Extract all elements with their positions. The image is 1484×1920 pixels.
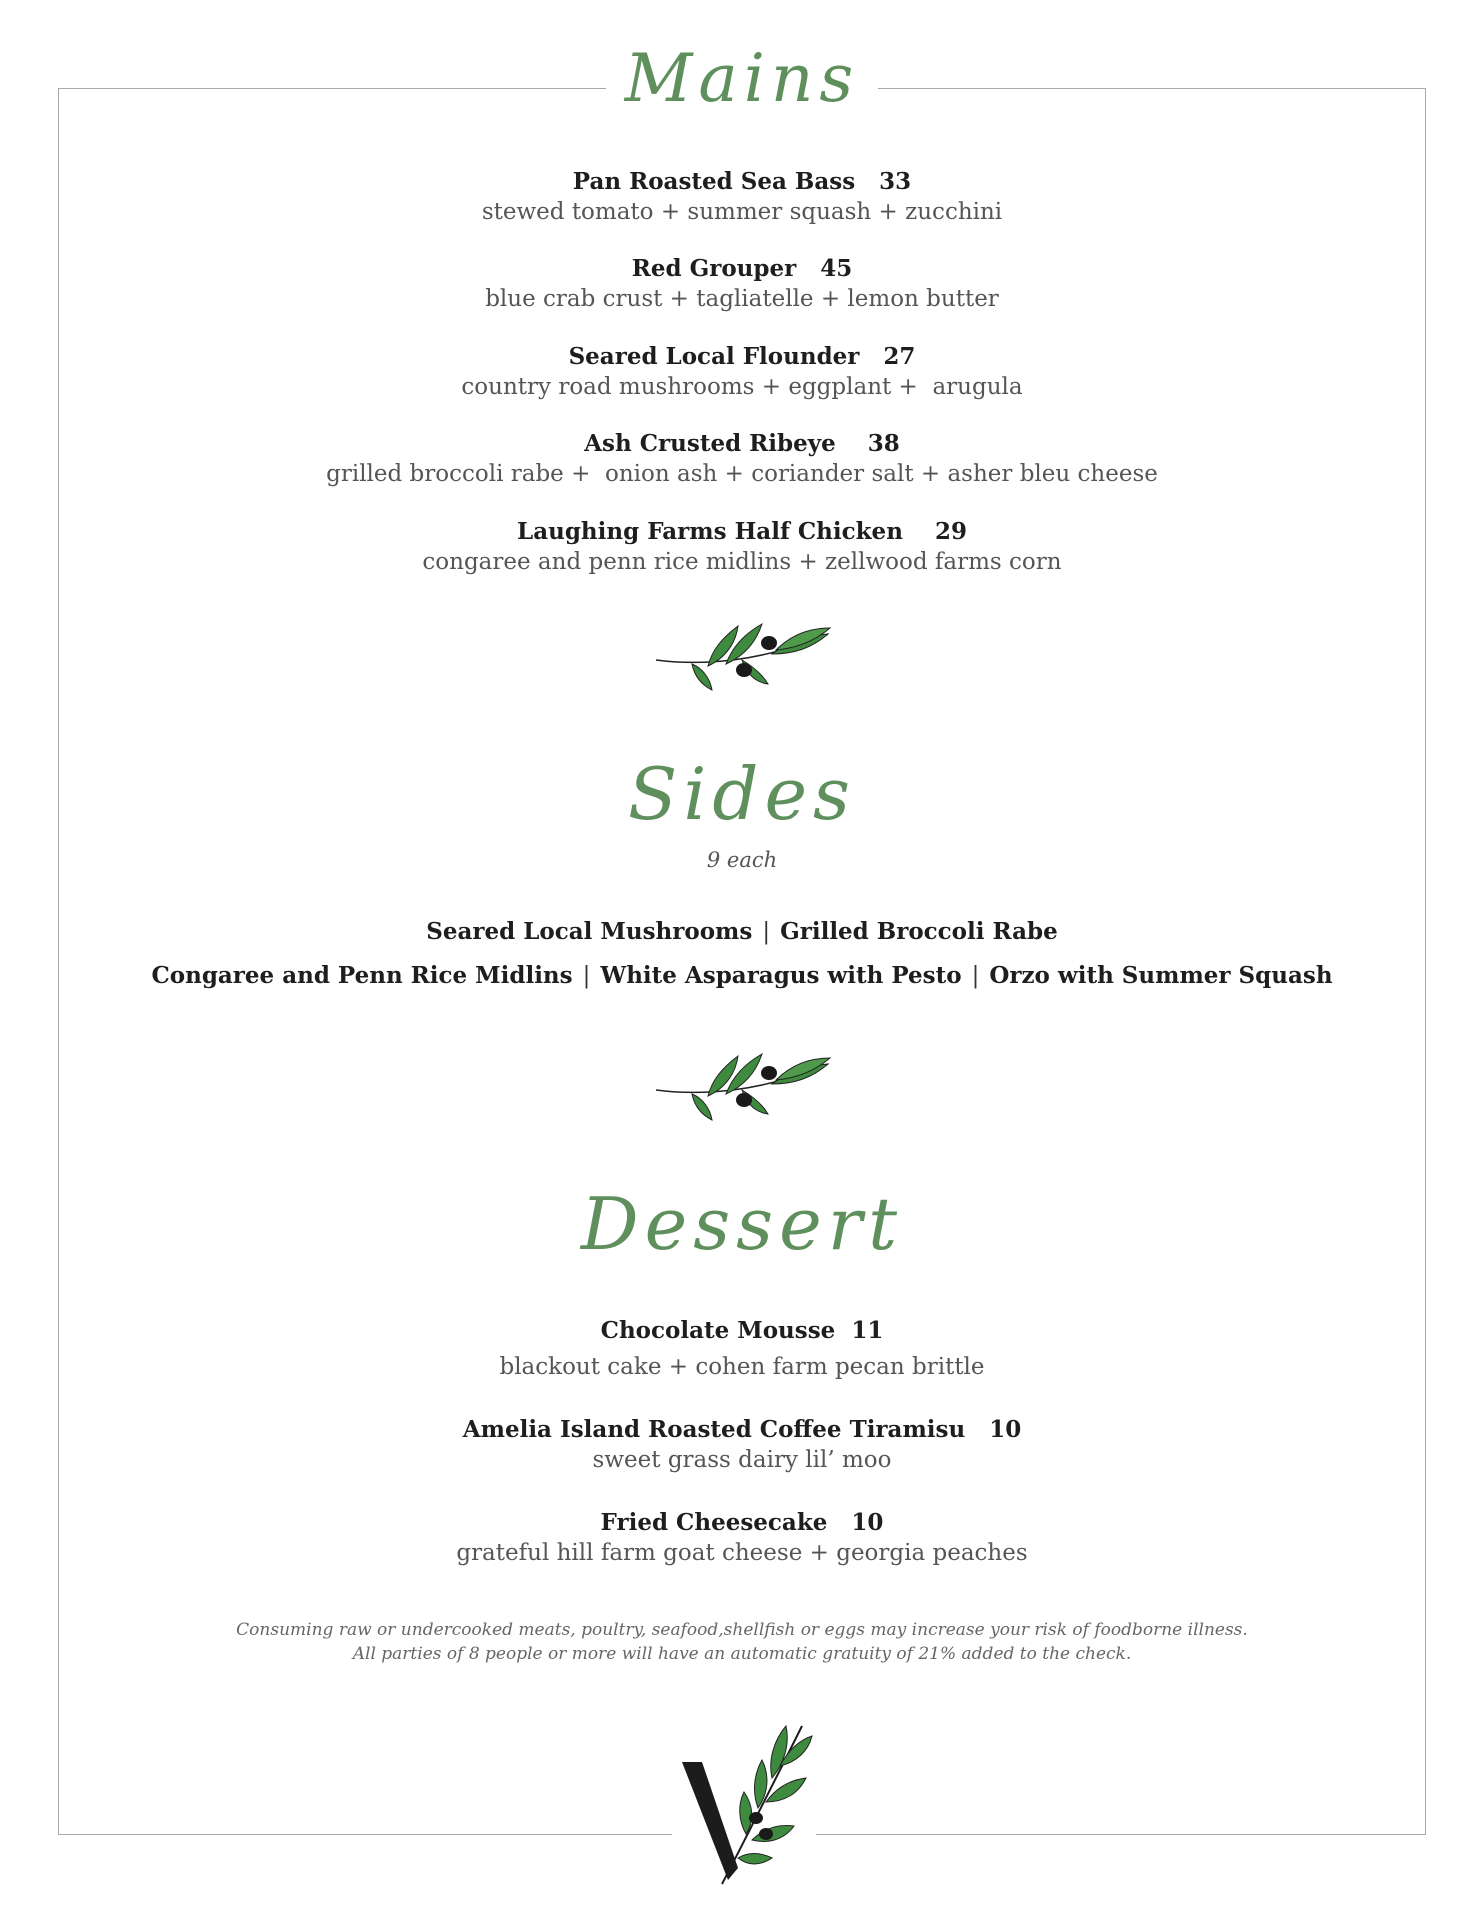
dessert-item-name: Fried Cheesecake 10 [600,1509,884,1536]
dessert-item [0,1508,1484,1568]
main-item [0,254,1484,314]
main-item-desc: congaree and penn rice midlins + zellwood farms corn [422,549,1062,575]
disclaimer [0,1618,1484,1666]
dessert-item-name: Chocolate Mousse 11 [600,1317,884,1344]
side-separator: | [971,963,980,989]
disclaimer-line-2: All parties of 8 people or more will have an automatic gratuity of 21% added to the check. [352,1644,1132,1664]
main-item-desc: country road mushrooms + eggplant + arugula [461,374,1023,400]
olive-branch-icon [652,620,832,695]
main-item [0,517,1484,577]
frame-bottom-right [816,1834,1426,1835]
main-item-name: Pan Roasted Sea Bass 33 [572,168,912,195]
mains-heading: Mains [624,40,860,117]
dessert-item-desc: sweet grass dairy lil’ moo [592,1447,892,1473]
dessert-item-desc: blackout cake + cohen farm pecan brittle [499,1354,985,1380]
side-separator: | [582,963,591,989]
sides-row-1 [0,917,1484,947]
dessert-item-desc: grateful hill farm goat cheese + georgia peaches [456,1540,1028,1566]
dessert-item [0,1415,1484,1475]
side-item: White Asparagus with Pesto [600,962,962,989]
side-item: Seared Local Mushrooms [426,918,753,945]
side-item: Grilled Broccoli Rabe [780,918,1058,945]
main-item-desc: grilled broccoli rabe + onion ash + coriander salt + asher bleu cheese [326,461,1158,487]
frame-bottom-left [58,1834,672,1835]
main-item-desc: blue crab crust + tagliatelle + lemon butter [485,286,999,312]
main-item [0,429,1484,489]
main-item-name: Ash Crusted Ribeye 38 [584,430,900,457]
main-item [0,342,1484,402]
disclaimer-line-1: Consuming raw or undercooked meats, poultry, seafood,shellfish or eggs may increase your risk of foodborne illness. [236,1620,1248,1640]
v-olive-logo-icon [676,1718,816,1890]
sides-row-2 [0,961,1484,991]
side-separator: | [762,919,771,945]
sides-heading: Sides [628,752,856,836]
dessert-heading: Dessert [580,1182,904,1266]
sides-note: 9 each [706,848,778,872]
main-item-name: Seared Local Flounder 27 [568,343,916,370]
main-item [0,167,1484,227]
main-item-name: Red Grouper 45 [631,255,853,282]
main-item-name: Laughing Farms Half Chicken 29 [517,518,967,545]
side-item: Orzo with Summer Squash [989,962,1333,989]
main-item-desc: stewed tomato + summer squash + zucchini [481,199,1003,225]
side-item: Congaree and Penn Rice Midlins [151,962,573,989]
dessert-item [0,1316,1484,1382]
olive-branch-icon [652,1050,832,1125]
dessert-item-name: Amelia Island Roasted Coffee Tiramisu 10 [462,1416,1022,1443]
